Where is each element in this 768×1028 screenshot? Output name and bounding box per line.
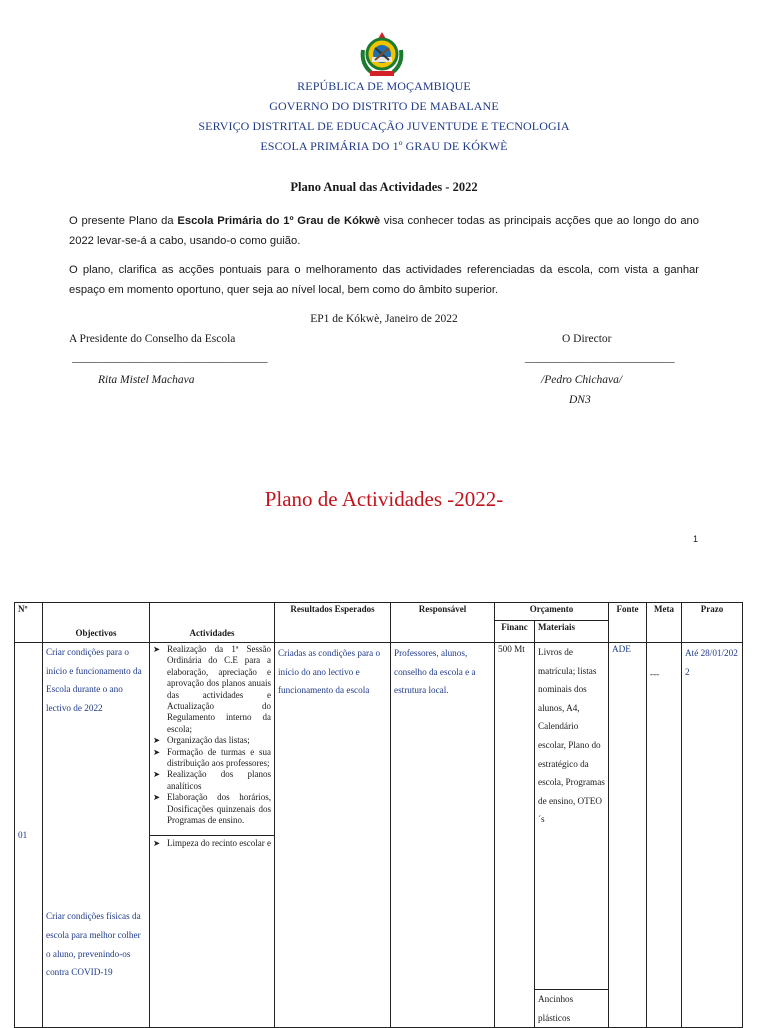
activities-list-2 bbox=[153, 838, 271, 849]
table-row bbox=[15, 643, 743, 1028]
table-header-row bbox=[15, 603, 743, 621]
intro-paragraph-2: O plano, clarifica as acções pontuais para o melhoramento das actividades referenciadas da escola, com vista a ganhar espaço em momento oportuno, quer seja ao nível local, bem como do âmbito superior. bbox=[69, 264, 699, 296]
row-deadline: Até 28/01/2022 bbox=[682, 643, 743, 1028]
col-objectives-header: Objectivos bbox=[43, 603, 150, 643]
col-budget-mat-header: Materiais bbox=[535, 621, 609, 643]
row-financ: 500 Mt bbox=[495, 643, 535, 1028]
col-num-header: Nº bbox=[15, 603, 43, 643]
header-government: GOVERNO DO DISTRITO DE MABALANE bbox=[269, 99, 499, 113]
row-goal bbox=[647, 643, 682, 1028]
header-school: ESCOLA PRIMÁRIA DO 1º GRAU DE KÓKWÈ bbox=[260, 139, 508, 153]
intro-p1-start: O presente Plano da bbox=[69, 215, 178, 227]
col-budget-fin-header: Financ bbox=[495, 621, 535, 643]
page-number: 1 bbox=[693, 534, 699, 544]
signature-left-role: A Presidente do Conselho da Escola bbox=[69, 333, 236, 345]
activities-table bbox=[14, 602, 743, 1028]
activities-list bbox=[153, 644, 271, 827]
place-date: EP1 de Kókwè, Janeiro de 2022 bbox=[310, 313, 458, 325]
col-goal-header: Meta bbox=[647, 603, 682, 643]
signature-right-role: O Director bbox=[562, 333, 612, 345]
row-materials bbox=[535, 643, 609, 1028]
list-item: ➤ Organização das listas; bbox=[153, 735, 271, 746]
plan-title: Plano de Actividades -2022- bbox=[264, 487, 504, 511]
objective-2: Criar condições físicas da escola para melhor colher o aluno, prevenindo-os contra COVID-19 bbox=[46, 911, 141, 978]
row-activities bbox=[150, 643, 275, 1028]
signature-right-line: __________________________ bbox=[525, 352, 675, 364]
col-deadline-header: Prazo bbox=[682, 603, 743, 643]
col-responsible-header: Responsável bbox=[391, 603, 495, 643]
list-item: ➤ Realização dos planos analíticos bbox=[153, 769, 271, 792]
intro-p1-school-name: Escola Primária do 1º Grau de Kókwè bbox=[177, 215, 381, 227]
activities-row2 bbox=[150, 835, 274, 849]
row-results: Criadas as condições para o início do ano lectivo e funcionamento da escola bbox=[275, 643, 391, 1028]
col-activities-header: Actividades bbox=[150, 603, 275, 643]
row-goal-value: --- bbox=[650, 669, 660, 679]
signature-right-title: DN3 bbox=[569, 394, 591, 406]
list-item: ➤ Elaboração dos horários, Dosificações quinzenais dos Programas de ensino. bbox=[153, 792, 271, 826]
row-objective bbox=[43, 643, 150, 1028]
coat-of-arms-emblem bbox=[357, 30, 407, 78]
signature-left-line: __________________________________ bbox=[72, 352, 268, 364]
col-budget-header: Orçamento bbox=[495, 603, 609, 621]
signature-left-name: Rita Mistel Machava bbox=[98, 374, 195, 386]
col-source-header: Fonte bbox=[609, 603, 647, 643]
materials-1: Livros de matrícula; listas nominais dos alunos, A4, Calendário escolar, Plano do estratégico da escola, Programas de ensino, OTEO ´s bbox=[538, 647, 605, 825]
signature-right-name: /Pedro Chichava/ bbox=[541, 374, 623, 386]
list-item: ➤ Limpeza do recinto escolar e bbox=[153, 838, 271, 849]
list-item: ➤ Formação de turmas e sua distribuição aos professores; bbox=[153, 747, 271, 770]
col-results-header: Resultados Esperados bbox=[275, 603, 391, 643]
intro-paragraph-1 bbox=[69, 211, 699, 251]
document-title: Plano Anual das Actividades - 2022 bbox=[290, 180, 478, 194]
row-num: 01 bbox=[15, 643, 43, 1028]
row-responsible: Professores, alunos, conselho da escola e a estrutura local. bbox=[391, 643, 495, 1028]
list-item: ➤ Realização da 1ª Sessão Ordinária do C.E para a elaboração, apreciação e aprovação dos planos anuais das actividades e Actualização do Regulamento interno da escola; bbox=[153, 644, 271, 735]
intro-p1-end: visa conhecer todas as principais acções que ao longo do ano 2022 levar-se-á a cabo, usando-o como guião. bbox=[69, 215, 700, 247]
header-republic: REPÚBLICA DE MOÇAMBIQUE bbox=[297, 79, 471, 93]
header-service: SERVIÇO DISTRITAL DE EDUCAÇÃO JUVENTUDE E TECNOLOGIA bbox=[198, 119, 570, 133]
materials-2: Ancinhos plásticos bbox=[535, 989, 608, 1027]
objective-1: Criar condições para o início e funcionamento da Escola durante o ano lectivo de 2022 bbox=[46, 647, 142, 713]
row-source: ADE bbox=[609, 643, 647, 1028]
